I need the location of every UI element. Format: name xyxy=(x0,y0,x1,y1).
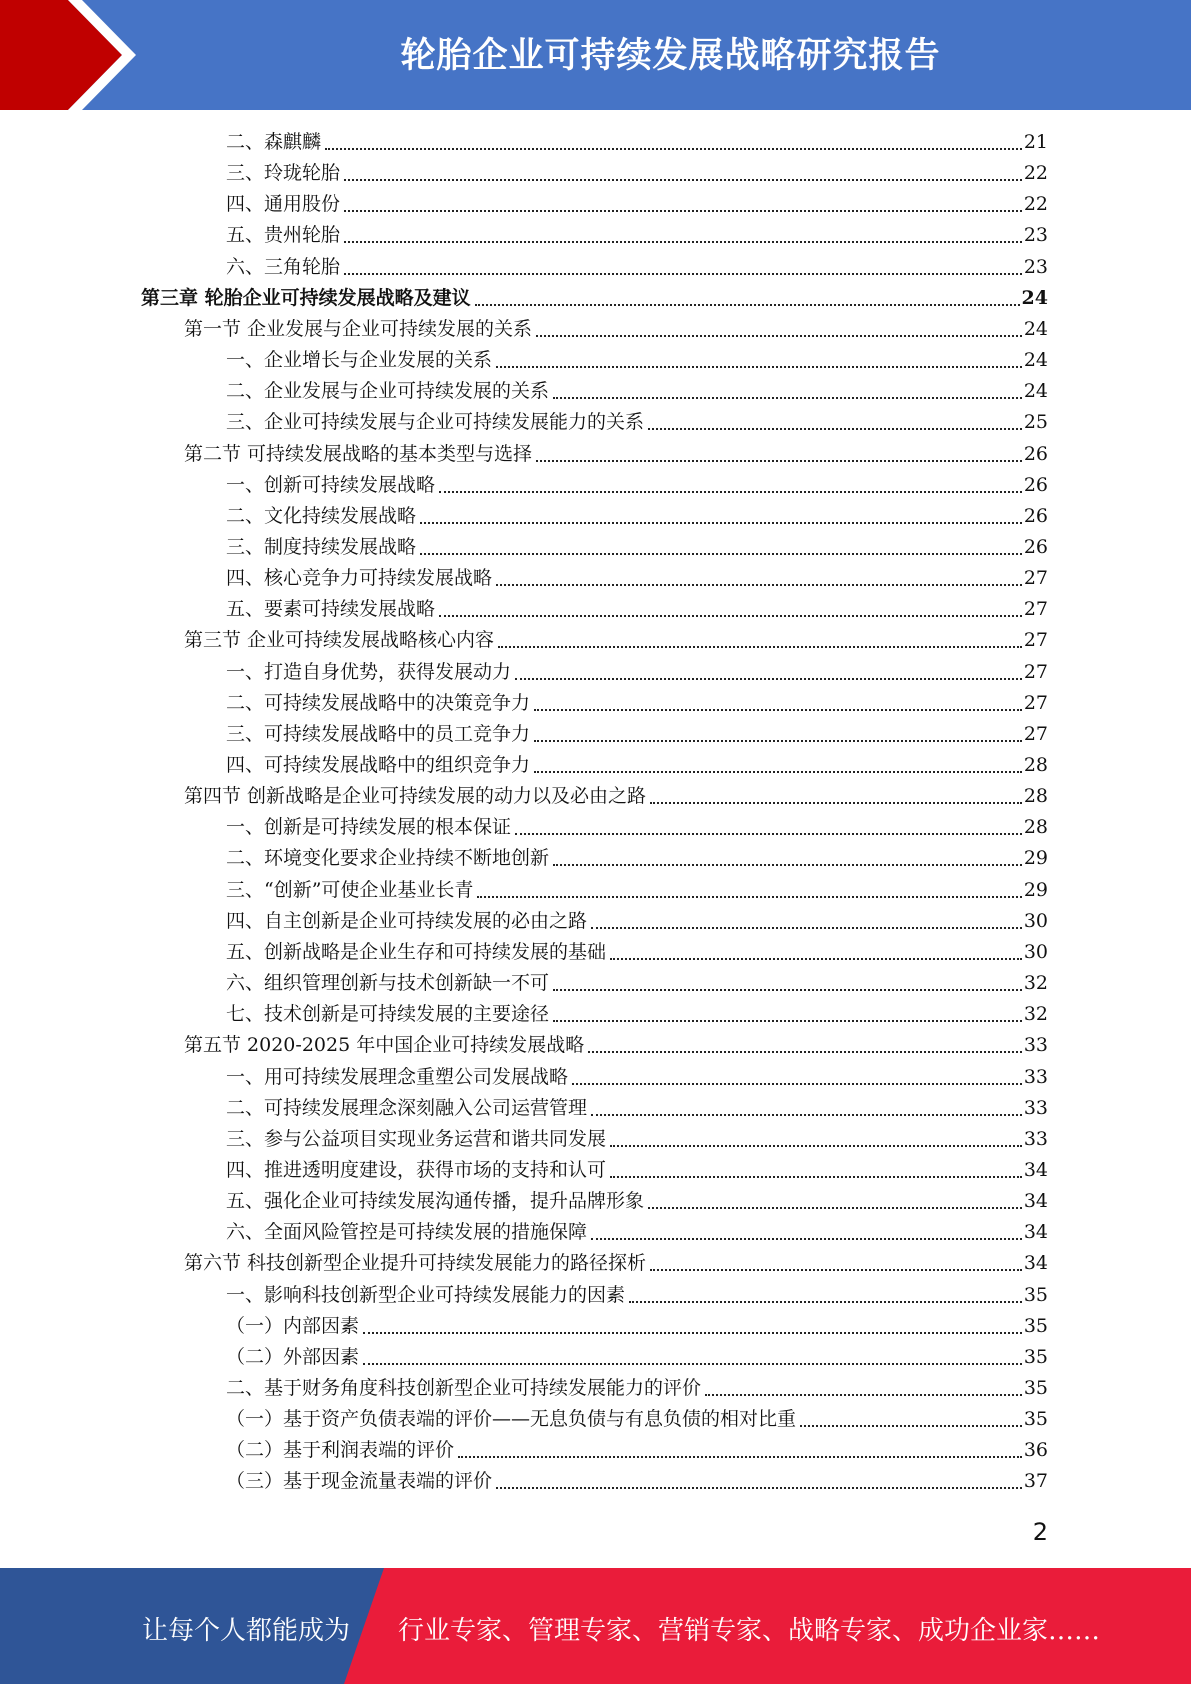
toc-entry-title: （二）基于利润表端的评价 xyxy=(226,1439,455,1462)
toc-dot-leader xyxy=(498,645,1022,648)
toc-dot-leader xyxy=(477,895,1021,898)
toc-entry[interactable] xyxy=(226,1062,1048,1093)
toc-entry-page: 25 xyxy=(1023,411,1048,434)
toc-dot-leader xyxy=(553,396,1022,399)
toc-dot-leader xyxy=(439,490,1022,493)
toc-dot-leader xyxy=(536,459,1022,462)
toc-entry-title: 二、基于财务角度科技创新型企业可持续发展能力的评价 xyxy=(226,1377,702,1399)
toc-entry[interactable] xyxy=(226,1435,1048,1466)
toc-entry[interactable] xyxy=(226,1342,1048,1373)
toc-entry[interactable] xyxy=(226,875,1048,906)
toc-entry[interactable] xyxy=(184,1030,1048,1061)
toc-dot-leader xyxy=(496,365,1022,368)
toc-entry-title: 三、参与公益项目实现业务运营和谐共同发展 xyxy=(226,1127,607,1150)
toc-entry[interactable] xyxy=(226,937,1048,968)
toc-entry-page: 29 xyxy=(1023,878,1048,901)
page-footer xyxy=(0,1568,1191,1684)
toc-entry[interactable] xyxy=(226,1311,1048,1342)
toc-entry[interactable] xyxy=(141,283,1048,314)
toc-entry-page: 27 xyxy=(1023,567,1048,590)
toc-entry-page: 33 xyxy=(1023,1127,1048,1150)
toc-dot-leader xyxy=(363,1331,1022,1334)
toc-entry[interactable] xyxy=(226,1186,1048,1217)
toc-entry-page: 26 xyxy=(1023,504,1048,527)
toc-dot-leader xyxy=(588,1050,1022,1053)
toc-entry-page: 28 xyxy=(1023,754,1048,776)
toc-entry[interactable] xyxy=(184,1248,1048,1279)
toc-entry[interactable] xyxy=(226,688,1048,719)
toc-entry-page: 26 xyxy=(1023,473,1048,496)
toc-dot-leader xyxy=(458,1455,1022,1458)
toc-entry-title: 四、可持续发展战略中的组织竞争力 xyxy=(226,754,531,776)
toc-entry-title: 第三章 轮胎企业可持续发展战略及建议 xyxy=(141,286,471,309)
toc-dot-leader xyxy=(553,863,1022,866)
toc-entry-page: 35 xyxy=(1023,1314,1048,1337)
toc-entry-page: 33 xyxy=(1023,1034,1048,1057)
toc-entry[interactable] xyxy=(226,189,1048,220)
toc-entry[interactable] xyxy=(226,906,1048,937)
toc-entry-page: 27 xyxy=(1023,629,1048,652)
toc-entry-page: 24 xyxy=(1023,380,1048,403)
toc-entry-title: 三、制度持续发展战略 xyxy=(226,535,417,558)
toc-entry-title: 七、技术创新是可持续发展的主要途径 xyxy=(226,1003,550,1026)
toc-dot-leader xyxy=(439,614,1022,617)
toc-entry-page: 30 xyxy=(1023,909,1048,932)
toc-entry-title: 二、文化持续发展战略 xyxy=(226,504,417,527)
toc-entry-page: 34 xyxy=(1023,1190,1048,1213)
toc-entry-page: 34 xyxy=(1023,1158,1048,1181)
toc-entry[interactable] xyxy=(226,563,1048,594)
toc-entry[interactable] xyxy=(226,1155,1048,1186)
toc-entry-page: 22 xyxy=(1023,162,1048,185)
toc-entry[interactable] xyxy=(226,1466,1048,1497)
toc-entry-title: 二、可持续发展理念深刻融入公司运营管理 xyxy=(226,1096,588,1119)
toc-entry-title: 二、森麒麟 xyxy=(226,131,322,153)
toc-dot-leader xyxy=(496,583,1022,586)
toc-entry-page: 27 xyxy=(1023,598,1048,621)
toc-entry[interactable] xyxy=(226,999,1048,1030)
toc-entry-title: （二）外部因素 xyxy=(226,1345,360,1368)
toc-entry-page: 28 xyxy=(1023,785,1048,808)
toc-entry-title: 五、要素可持续发展战略 xyxy=(226,598,436,621)
toc-dot-leader xyxy=(650,801,1022,804)
toc-dot-leader xyxy=(553,1019,1022,1022)
toc-entry[interactable] xyxy=(226,470,1048,501)
toc-entry-title: 五、贵州轮胎 xyxy=(226,224,341,247)
toc-entry-page: 26 xyxy=(1023,442,1048,465)
toc-dot-leader xyxy=(344,240,1022,243)
toc-entry-page: 37 xyxy=(1023,1470,1048,1493)
toc-dot-leader xyxy=(591,926,1022,929)
toc-entry[interactable] xyxy=(226,1217,1048,1248)
toc-entry-title: 五、创新战略是企业生存和可持续发展的基础 xyxy=(226,940,607,963)
toc-entry[interactable] xyxy=(226,345,1048,376)
toc-entry[interactable] xyxy=(226,1124,1048,1155)
footer-slogan-right: 行业专家、管理专家、营销专家、战略专家、成功企业家…… xyxy=(398,1616,1101,1646)
toc-dot-leader xyxy=(572,1082,1022,1085)
toc-entry[interactable] xyxy=(226,1373,1048,1404)
toc-entry-title: 第一节 企业发展与企业可持续发展的关系 xyxy=(184,317,533,340)
toc-entry-page: 29 xyxy=(1023,847,1048,870)
toc-dot-leader xyxy=(515,677,1022,680)
toc-entry-page: 32 xyxy=(1023,1003,1048,1026)
toc-entry-page: 26 xyxy=(1023,535,1048,558)
toc-dot-leader xyxy=(325,147,1022,150)
toc-entry-page: 23 xyxy=(1023,224,1048,247)
toc-entry[interactable] xyxy=(226,594,1048,625)
toc-entry[interactable] xyxy=(226,812,1048,843)
toc-entry-page: 36 xyxy=(1023,1439,1048,1462)
toc-dot-leader xyxy=(800,1424,1022,1427)
toc-entry-title: 一、企业增长与企业发展的关系 xyxy=(226,349,493,372)
toc-entry[interactable] xyxy=(184,439,1048,470)
toc-entry-page: 23 xyxy=(1023,255,1048,278)
toc-entry[interactable] xyxy=(226,843,1048,874)
toc-entry-title: 第六节 科技创新型企业提升可持续发展能力的路径探析 xyxy=(184,1252,647,1275)
toc-entry-title: 第二节 可持续发展战略的基本类型与选择 xyxy=(184,442,533,465)
toc-entry[interactable] xyxy=(226,127,1048,158)
toc-entry-page: 27 xyxy=(1023,691,1048,714)
toc-entry-page: 24 xyxy=(1023,317,1048,340)
report-title: 轮胎企业可持续发展战略研究报告 xyxy=(400,36,941,76)
chevron-arrow-icon xyxy=(0,0,160,110)
toc-entry-title: 一、创新是可持续发展的根本保证 xyxy=(226,816,512,839)
toc-dot-leader xyxy=(344,178,1022,181)
toc-dot-leader xyxy=(610,957,1022,960)
toc-entry[interactable] xyxy=(226,968,1048,999)
toc-entry-page: 21 xyxy=(1023,131,1048,153)
toc-entry-page: 34 xyxy=(1023,1221,1048,1244)
toc-entry-title: 一、用可持续发展理念重塑公司发展战略 xyxy=(226,1065,569,1088)
toc-dot-leader xyxy=(363,1362,1022,1365)
toc-dot-leader xyxy=(629,1300,1022,1303)
toc-entry-title: 二、可持续发展战略中的决策竞争力 xyxy=(226,691,531,714)
toc-entry-title: 四、推进透明度建设，获得市场的支持和认可 xyxy=(226,1158,607,1181)
toc-dot-leader xyxy=(610,1144,1022,1147)
toc-entry[interactable] xyxy=(184,314,1048,345)
toc-dot-leader xyxy=(650,1268,1022,1271)
toc-entry[interactable] xyxy=(226,158,1048,189)
toc-dot-leader xyxy=(420,552,1022,555)
toc-entry[interactable] xyxy=(184,625,1048,656)
toc-entry-title: 六、全面风险管控是可持续发展的措施保障 xyxy=(226,1221,588,1244)
toc-dot-leader xyxy=(496,1486,1022,1489)
toc-entry-title: 三、“创新”可使企业基业长青 xyxy=(226,878,474,901)
toc-dot-leader xyxy=(344,272,1022,275)
toc-dot-leader xyxy=(610,1175,1022,1178)
toc-entry[interactable] xyxy=(226,501,1048,532)
toc-entry-title: 六、三角轮胎 xyxy=(226,255,341,278)
toc-entry-title: 第五节 2020-2025 年中国企业可持续发展战略 xyxy=(184,1034,585,1057)
toc-entry[interactable] xyxy=(226,252,1048,283)
page-header xyxy=(0,0,1191,110)
toc-entry-page: 30 xyxy=(1023,940,1048,963)
toc-entry-page: 35 xyxy=(1023,1345,1048,1368)
toc-entry-page: 27 xyxy=(1023,722,1048,745)
toc-dot-leader xyxy=(534,739,1022,742)
toc-dot-leader xyxy=(705,1393,1022,1396)
toc-entry-title: 四、核心竞争力可持续发展战略 xyxy=(226,567,493,590)
toc-entry-page: 27 xyxy=(1023,660,1048,683)
toc-entry-title: 第四节 创新战略是企业可持续发展的动力以及必由之路 xyxy=(184,785,647,808)
toc-entry-page: 35 xyxy=(1023,1377,1048,1399)
toc-entry-title: 四、自主创新是企业可持续发展的必由之路 xyxy=(226,909,588,932)
toc-entry-title: （一）内部因素 xyxy=(226,1314,360,1337)
toc-entry-title: 二、环境变化要求企业持续不断地创新 xyxy=(226,847,550,870)
toc-entry[interactable] xyxy=(226,1093,1048,1124)
toc-entry-page: 33 xyxy=(1023,1065,1048,1088)
toc-entry-title: 四、通用股份 xyxy=(226,193,341,216)
toc-entry-title: 一、影响科技创新型企业可持续发展能力的因素 xyxy=(226,1283,626,1306)
toc-entry-title: 一、打造自身优势，获得发展动力 xyxy=(226,660,512,683)
toc-dot-leader xyxy=(475,303,1020,306)
toc-dot-leader xyxy=(515,832,1022,835)
toc-entry[interactable] xyxy=(226,657,1048,688)
toc-entry[interactable] xyxy=(226,750,1048,781)
toc-dot-leader xyxy=(648,1206,1022,1209)
toc-entry-title: 六、组织管理创新与技术创新缺一不可 xyxy=(226,972,550,995)
toc-entry-title: 三、玲珑轮胎 xyxy=(226,162,341,185)
toc-dot-leader xyxy=(536,334,1022,337)
toc-entry-title: 一、创新可持续发展战略 xyxy=(226,473,436,496)
toc-entry-page: 28 xyxy=(1023,816,1048,839)
toc-entry[interactable] xyxy=(226,532,1048,563)
toc-dot-leader xyxy=(591,1237,1022,1240)
toc-dot-leader xyxy=(344,209,1022,212)
toc-entry-title: 第三节 企业可持续发展战略核心内容 xyxy=(184,629,495,652)
footer-slogan-left: 让每个人都能成为 xyxy=(142,1616,351,1646)
toc-dot-leader xyxy=(591,1113,1022,1116)
toc-entry[interactable] xyxy=(226,1280,1048,1311)
toc-entry-page: 35 xyxy=(1023,1283,1048,1306)
toc-entry-page: 35 xyxy=(1023,1408,1048,1431)
toc-entry[interactable] xyxy=(226,719,1048,750)
toc-entry-page: 24 xyxy=(1021,286,1048,309)
toc-entry-title: 三、可持续发展战略中的员工竞争力 xyxy=(226,722,531,745)
toc-entry-title: 五、强化企业可持续发展沟通传播，提升品牌形象 xyxy=(226,1190,645,1213)
toc-entry-title: （一）基于资产负债表端的评价——无息负债与有息负债的相对比重 xyxy=(226,1408,797,1431)
toc-entry-page: 33 xyxy=(1023,1096,1048,1119)
toc-entry[interactable] xyxy=(226,220,1048,251)
toc-entry[interactable] xyxy=(226,407,1048,438)
toc-entry-page: 22 xyxy=(1023,193,1048,216)
toc-entry[interactable] xyxy=(226,1404,1048,1435)
toc-dot-leader xyxy=(420,521,1022,524)
toc-entry[interactable] xyxy=(184,781,1048,812)
page-number: 2 xyxy=(1032,1518,1048,1546)
toc-entry-page: 32 xyxy=(1023,972,1048,995)
toc-entry-title: 三、企业可持续发展与企业可持续发展能力的关系 xyxy=(226,411,645,434)
toc-dot-leader xyxy=(534,708,1022,711)
toc-entry-title: 二、企业发展与企业可持续发展的关系 xyxy=(226,380,550,403)
toc-entry-title: （三）基于现金流量表端的评价 xyxy=(226,1470,493,1493)
toc-entry-page: 34 xyxy=(1023,1252,1048,1275)
toc-dot-leader xyxy=(534,770,1022,773)
toc-dot-leader xyxy=(648,427,1022,430)
toc-dot-leader xyxy=(553,988,1022,991)
toc-entry-page: 24 xyxy=(1023,349,1048,372)
toc-entry[interactable] xyxy=(226,376,1048,407)
